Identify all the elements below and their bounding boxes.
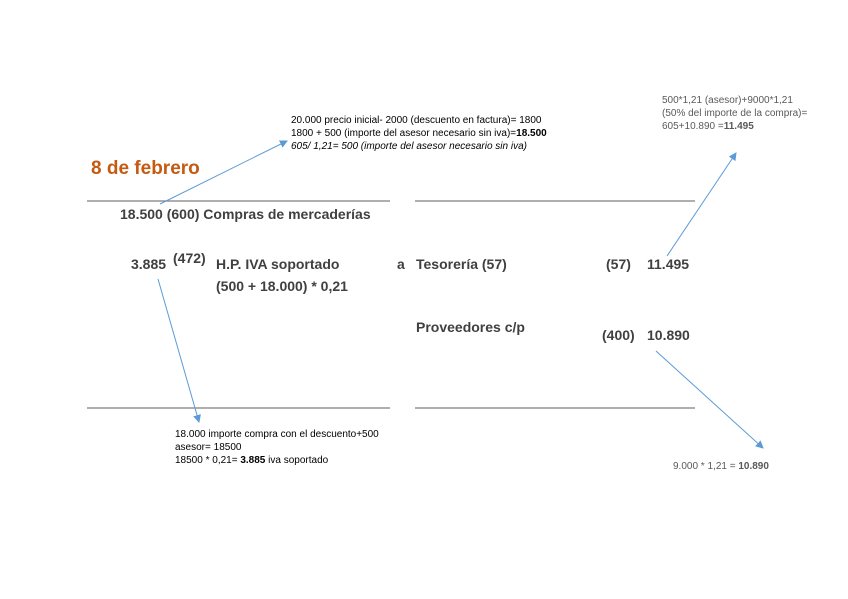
entry-date: 8 de febrero [91,158,200,179]
note-text: iva soportado [268,455,329,466]
note-line: 605/ 1,21= 500 (importe del asesor necesario sin iva) [291,141,527,152]
debit-amount-iva: 3.885 [131,256,167,272]
note-line: 20.000 precio inicial- 2000 (descuento en factura)= 1800 [291,115,542,126]
note-text: 18500 * 0,21= [175,455,238,466]
arrow-to-bottom-left-note [158,279,199,422]
entry-separator: a [397,256,405,272]
credit-amount-treasury: 11.495 [647,256,690,272]
note-treasury-calc [662,94,807,133]
note-total: 10.890 [738,461,769,472]
note-line: (50% del importe de la compra)= [662,108,808,119]
debit-account-code-iva: (472) [173,250,206,266]
debit-account-name: Compras de mercaderías [203,206,371,222]
credit-account-name-treasury: Tesorería (57) [416,256,507,272]
note-iva-calc [175,428,379,467]
arrow-to-bottom-right-note [656,351,763,448]
note-line: 18.000 importe compra con el descuento+500 [175,429,379,440]
debit-amount: 18.500 [120,206,163,222]
iva-formula: (500 + 18.000) * 0,21 [216,278,348,294]
note-total: 3.885 [240,455,266,466]
credit-amount-suppliers: 10.890 [647,327,690,343]
note-suppliers-calc [673,460,769,473]
arrow-to-top-right-note [667,153,736,256]
note-line: 500*1,21 (asesor)+9000*1,21 [662,95,793,106]
note-text: 1800 + 500 (importe del asesor necesario sin iva)= [291,128,517,139]
note-line: asesor= 18500 [175,442,242,453]
credit-account-code-suppliers: (400) [602,327,635,343]
debit-account-name-iva: H.P. IVA soportado [216,256,340,272]
note-text: 605+10.890 = [662,121,724,132]
note-line [291,127,547,140]
note-line [662,120,807,133]
note-total: 18.500 [516,128,547,139]
note-purchase-price [291,114,547,153]
note-text: 9.000 * 1,21 = [673,461,736,472]
credit-account-name-suppliers: Proveedores c/p [416,319,525,335]
debit-row-purchases [120,206,371,222]
debit-account-code: (600) [166,206,200,222]
note-total: 11.495 [723,121,754,132]
credit-account-code-treasury: (57) [606,256,631,272]
note-line [175,454,379,467]
